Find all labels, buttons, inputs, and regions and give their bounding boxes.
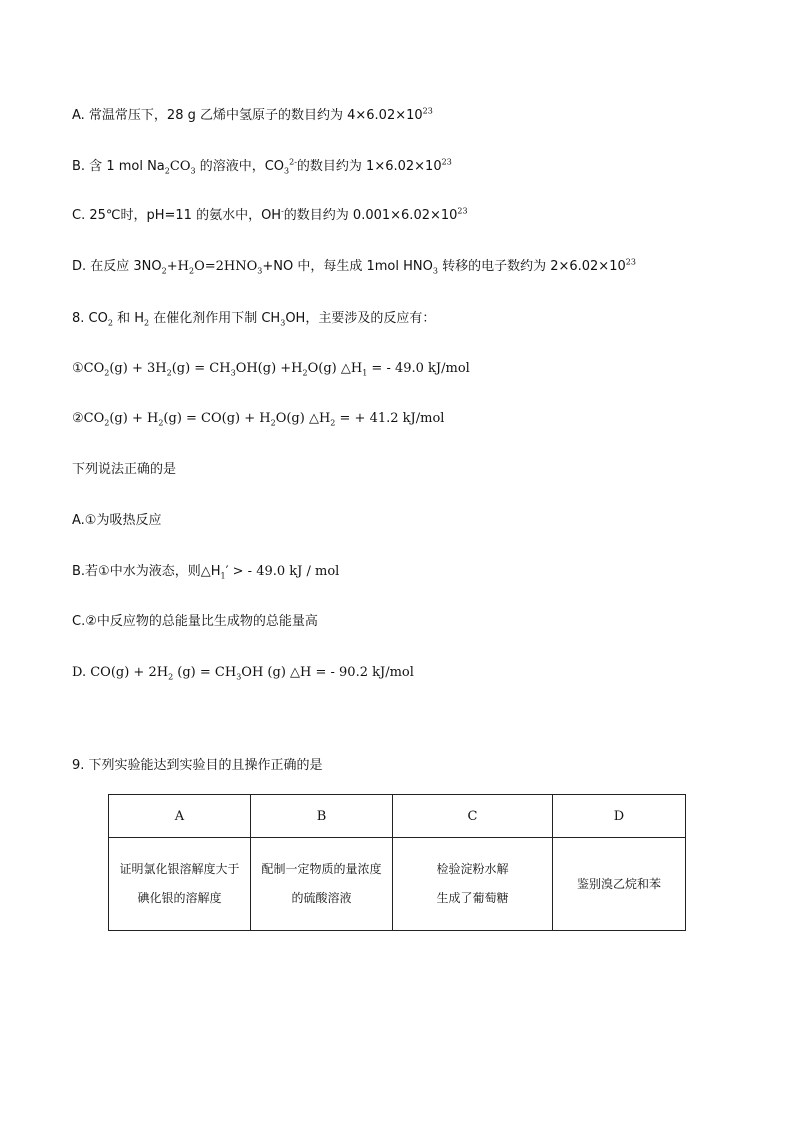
q8-reaction-1: $①CO_2(g) + 3H_2(g) = CH_3OH(g) +H_2O(g)$ $\triangle H_1$ = - 49.0 kJ/mol (72, 361, 470, 378)
cell-d (553, 838, 686, 931)
cell-c-line-1: 检验淀粉水解 (436, 862, 509, 876)
q8-option-b: B.若①中水为液态，则$\triangle H_1'$ > - 49.0 kJ / mol (72, 564, 340, 581)
cell-c-line-2: 生成了葡萄糖 (436, 891, 509, 905)
cell-d-line-1: 鉴别溴乙烷和苯 (576, 876, 661, 891)
header-cell-c: C (393, 795, 553, 838)
cell-c (393, 838, 553, 931)
header-cell-b: B (251, 795, 393, 838)
q8-stem: 8. $CO_2$ 和 $H_2$ 在催化剂作用下制 $CH_3OH$，主要涉及的反应有： (72, 311, 436, 328)
cell-b-line-2: 的硫酸溶液 (291, 891, 352, 905)
header-cell-a: A (109, 795, 251, 838)
cell-b (251, 838, 393, 931)
cell-a-line-1: 证明氯化银溶解度大于 (119, 862, 240, 876)
cell-b-line-1: 配制一定物质的量浓度 (261, 862, 382, 876)
cell-a (109, 838, 251, 931)
q8-option-d: D. $CO(g) + 2H_2$ $(g) = CH_3OH$ (g) △H = - 90.2 kJ/mol (72, 665, 414, 682)
header-cell-d: D (553, 795, 686, 838)
q9-options-table (108, 794, 686, 931)
q8-reaction-2: $②CO_2(g) + H_2(g) = CO(g) + H_2O(g)$ $\triangle H_2$ = + 41.2 kJ/mol (72, 411, 445, 428)
table-row (109, 838, 686, 931)
q7-option-b: B. 含 1 mol $Na_2CO_3$ 的溶液中，$CO_3^{2-}$的数目约为 $1\times 6.02\times 10^{23}$ (72, 157, 452, 176)
q9-stem: 9. 下列实验能达到实验目的且操作正确的是 (72, 758, 323, 773)
q8-option-c: C.②中反应物的总能量比生成物的总能量高 (72, 614, 318, 629)
q7-option-d: D. 在反应 $3NO_2+H_2O=2HNO_3+NO$ 中，每生成 1mol $HNO_3$ 转移的电子数约为 $2\times 6.02\times 10^{23}$ (72, 257, 636, 276)
q7-option-c: C. 25℃时，pH=11 的氨水中，OH-的数目约为 $0.001\times 6.02\times 10^{23}$ (72, 206, 468, 223)
table-header-row (109, 795, 686, 838)
cell-a-line-2: 碘化银的溶解度 (137, 891, 222, 905)
q8-option-a: A.①为吸热反应 (72, 513, 162, 528)
q7-option-a: A. 常温常压下，28 g 乙烯中氢原子的数目约为 $4\times 6.02\times 10^{23}$ (72, 106, 433, 123)
q8-question: 下列说法正确的是 (72, 462, 177, 477)
